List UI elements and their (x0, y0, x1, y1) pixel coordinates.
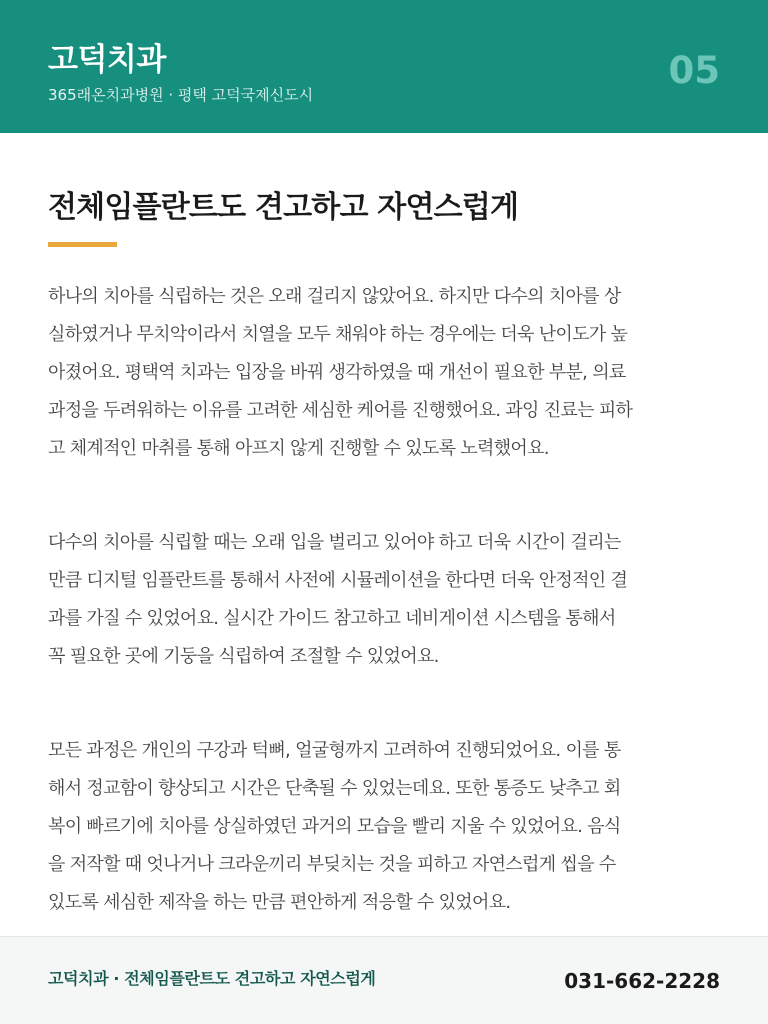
paragraph-1 (48, 278, 720, 468)
phone-number-link[interactable]: 031-662-2228 (564, 969, 720, 993)
paragraph-3 (48, 732, 720, 922)
paragraph-line: 과정을 두려워하는 이유를 고려한 세심한 케어를 진행했어요. 과잉 진료는 피하 (48, 400, 633, 421)
paragraph-line: 꼭 필요한 곳에 기둥을 식립하여 조절할 수 있었어요. (48, 646, 439, 667)
paragraph-line: 아졌어요. 평택역 치과는 입장을 바꿔 생각하였을 때 개선이 필요한 부분, 의료 (48, 362, 626, 383)
paragraph-line: 모든 과정은 개인의 구강과 턱뼈, 얼굴형까지 고려하여 진행되었어요. 이를 통 (48, 740, 621, 761)
paragraph-line: 있도록 세심한 제작을 하는 만큼 편안하게 적응할 수 있었어요. (48, 892, 511, 913)
header-band (0, 0, 768, 133)
footer-caption: 고덕치과 · 전체임플란트도 견고하고 자연스럽게 (48, 969, 376, 988)
paragraph-line: 만큼 디지털 임플란트를 통해서 사전에 시뮬레이션을 한다면 더욱 안정적인 결 (48, 570, 628, 591)
clinic-brand: 고덕치과 (48, 42, 166, 78)
article-body (48, 278, 720, 978)
page-number: 05 (668, 49, 720, 92)
clinic-subtitle: 365래온치과병원 · 평택 고덕국제신도시 (48, 86, 314, 104)
paragraph-line: 실하였거나 무치악이라서 치열을 모두 채워야 하는 경우에는 더욱 난이도가 높 (48, 324, 628, 345)
paragraph-line: 해서 정교함이 향상되고 시간은 단축될 수 있었는데요. 또한 통증도 낮추고 회 (48, 778, 621, 799)
paragraph-line: 고 체계적인 마취를 통해 아프지 않게 진행할 수 있도록 노력했어요. (48, 438, 549, 459)
paragraph-line: 복이 빠르기에 치아를 상실하였던 과거의 모습을 빨리 지울 수 있었어요. 음식 (48, 816, 621, 837)
paragraph-line: 다수의 치아를 식립할 때는 오래 입을 벌리고 있어야 하고 더욱 시간이 걸리는 (48, 532, 621, 553)
paragraph-line: 하나의 치아를 식립하는 것은 오래 걸리지 않았어요. 하지만 다수의 치아를 상 (48, 286, 621, 307)
paragraph-line: 을 저작할 때 엇나거나 크라운끼리 부딪치는 것을 피하고 자연스럽게 씹을 수 (48, 854, 616, 875)
paragraph-2 (48, 524, 720, 676)
title-accent-bar (48, 242, 117, 247)
footer-bar (0, 936, 768, 1024)
article-title: 전체임플란트도 견고하고 자연스럽게 (48, 190, 519, 225)
paragraph-line: 과를 가질 수 있었어요. 실시간 가이드 참고하고 네비게이션 시스템을 통해서 (48, 608, 616, 629)
